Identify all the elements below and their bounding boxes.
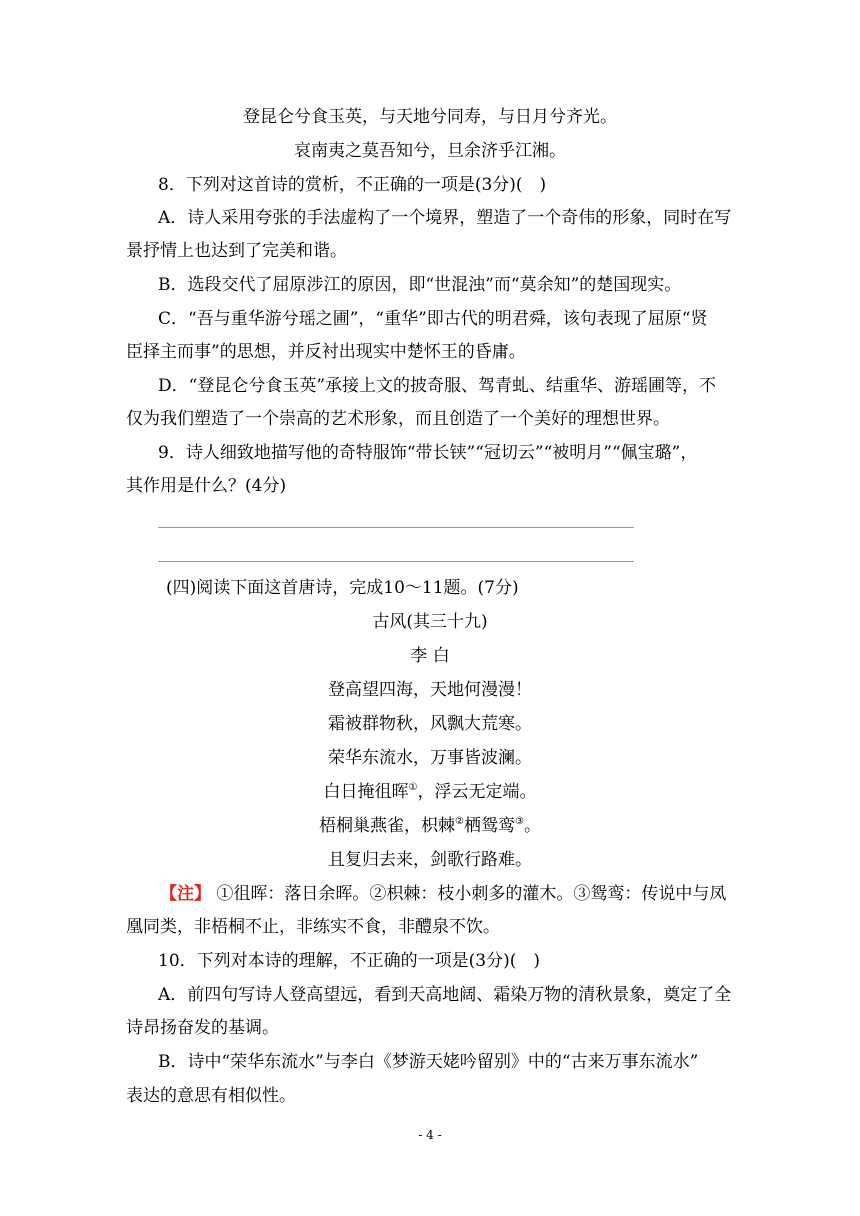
question-9-stem-line: 其作用是什么？(4分) [126, 476, 287, 496]
poem-line: 荣华东流水，万事皆波澜。 [328, 748, 532, 768]
poem-text: 白日掩徂晖 [323, 782, 409, 802]
option-c-line: 臣择主而事”的思想，并反衬出现实中楚怀王的昏庸。 [126, 342, 526, 362]
option-c-line: C．“吾与重华游兮瑶之圃”，“重华”即古代的明君舜，该句表现了屈原“贤 [158, 309, 708, 329]
option-b-line: B．诗中“荣华东流水”与李白《梦游天姥吟留别》中的“古来万事东流水” [158, 1052, 699, 1072]
footnote-marker: ① [408, 782, 418, 793]
option-d-line: D．“登昆仑兮食玉英”承接上文的披奇服、驾青虬、结重华、游瑶圃等，不 [158, 376, 717, 396]
poem-title: 古风(其三十九) [372, 612, 488, 632]
poem-line [0, 781, 860, 803]
poem-line: 哀南夷之莫吾知兮，旦余济乎江湘。 [294, 141, 566, 161]
question-10-stem: 10．下列对本诗的理解，不正确的一项是(3分)( ) [158, 951, 540, 971]
poem-text: ，浮云无定端。 [417, 782, 537, 802]
option-b-line: 表达的意思有相似性。 [126, 1086, 296, 1106]
option-a-line: A．诗人采用夸张的手法虚构了一个境界，塑造了一个奇伟的形象，同时在写 [158, 208, 732, 228]
section-intro: (四)阅读下面这首唐诗，完成10～11题。(7分) [166, 578, 519, 598]
option-d-line: 仅为我们塑造了一个崇高的艺术形象，而且创造了一个美好的理想世界。 [126, 409, 670, 429]
answer-line[interactable] [158, 527, 634, 528]
poem-text: 梧桐巢燕雀，枳棘 [319, 816, 456, 836]
option-a-line: A．前四句写诗人登高望远，看到天高地阔、霜染万物的清秋景象，奠定了全 [158, 985, 732, 1005]
poem-text: 。 [523, 816, 541, 836]
poem-line: 霜被群物秋，风飘大荒寒。 [328, 714, 532, 734]
poem-text: 栖鸳鸾 [464, 816, 515, 836]
note-text: ①徂晖：落日余晖。②枳棘：枝小刺多的灌木。③鸳鸾：传说中与凤 [211, 884, 727, 904]
page-number: - 4 - [418, 1128, 442, 1142]
poem-author: 李 白 [410, 646, 450, 666]
footnote-marker: ③ [515, 816, 524, 827]
question-8-stem: 8．下列对这首诗的赏析，不正确的一项是(3分)( ) [158, 175, 547, 195]
note-label: 【注】 [160, 884, 211, 904]
poem-line: 登高望四海，天地何漫漫！ [328, 680, 532, 700]
option-b: B．选段交代了屈原涉江的原因，即“世混浊”而“莫余知”的楚国现实。 [158, 275, 682, 295]
poem-line [0, 815, 860, 837]
option-a-line: 景抒情上也达到了完美和谐。 [126, 241, 347, 261]
note-line [160, 883, 760, 905]
answer-line[interactable] [158, 561, 634, 562]
footnote-marker: ② [455, 816, 464, 827]
question-9-stem-line: 9．诗人细致地描写他的奇特服饰“带长铗”“冠切云”“被明月”“佩宝璐”， [158, 443, 698, 463]
poem-line: 且复归去来，剑歌行路难。 [328, 850, 532, 870]
option-a-line: 诗昂扬奋发的基调。 [126, 1018, 279, 1038]
poem-line: 登昆仑兮食玉英，与天地兮同寿，与日月兮齐光。 [243, 107, 617, 127]
note-line: 凰同类，非梧桐不止，非练实不食，非醴泉不饮。 [126, 917, 500, 937]
